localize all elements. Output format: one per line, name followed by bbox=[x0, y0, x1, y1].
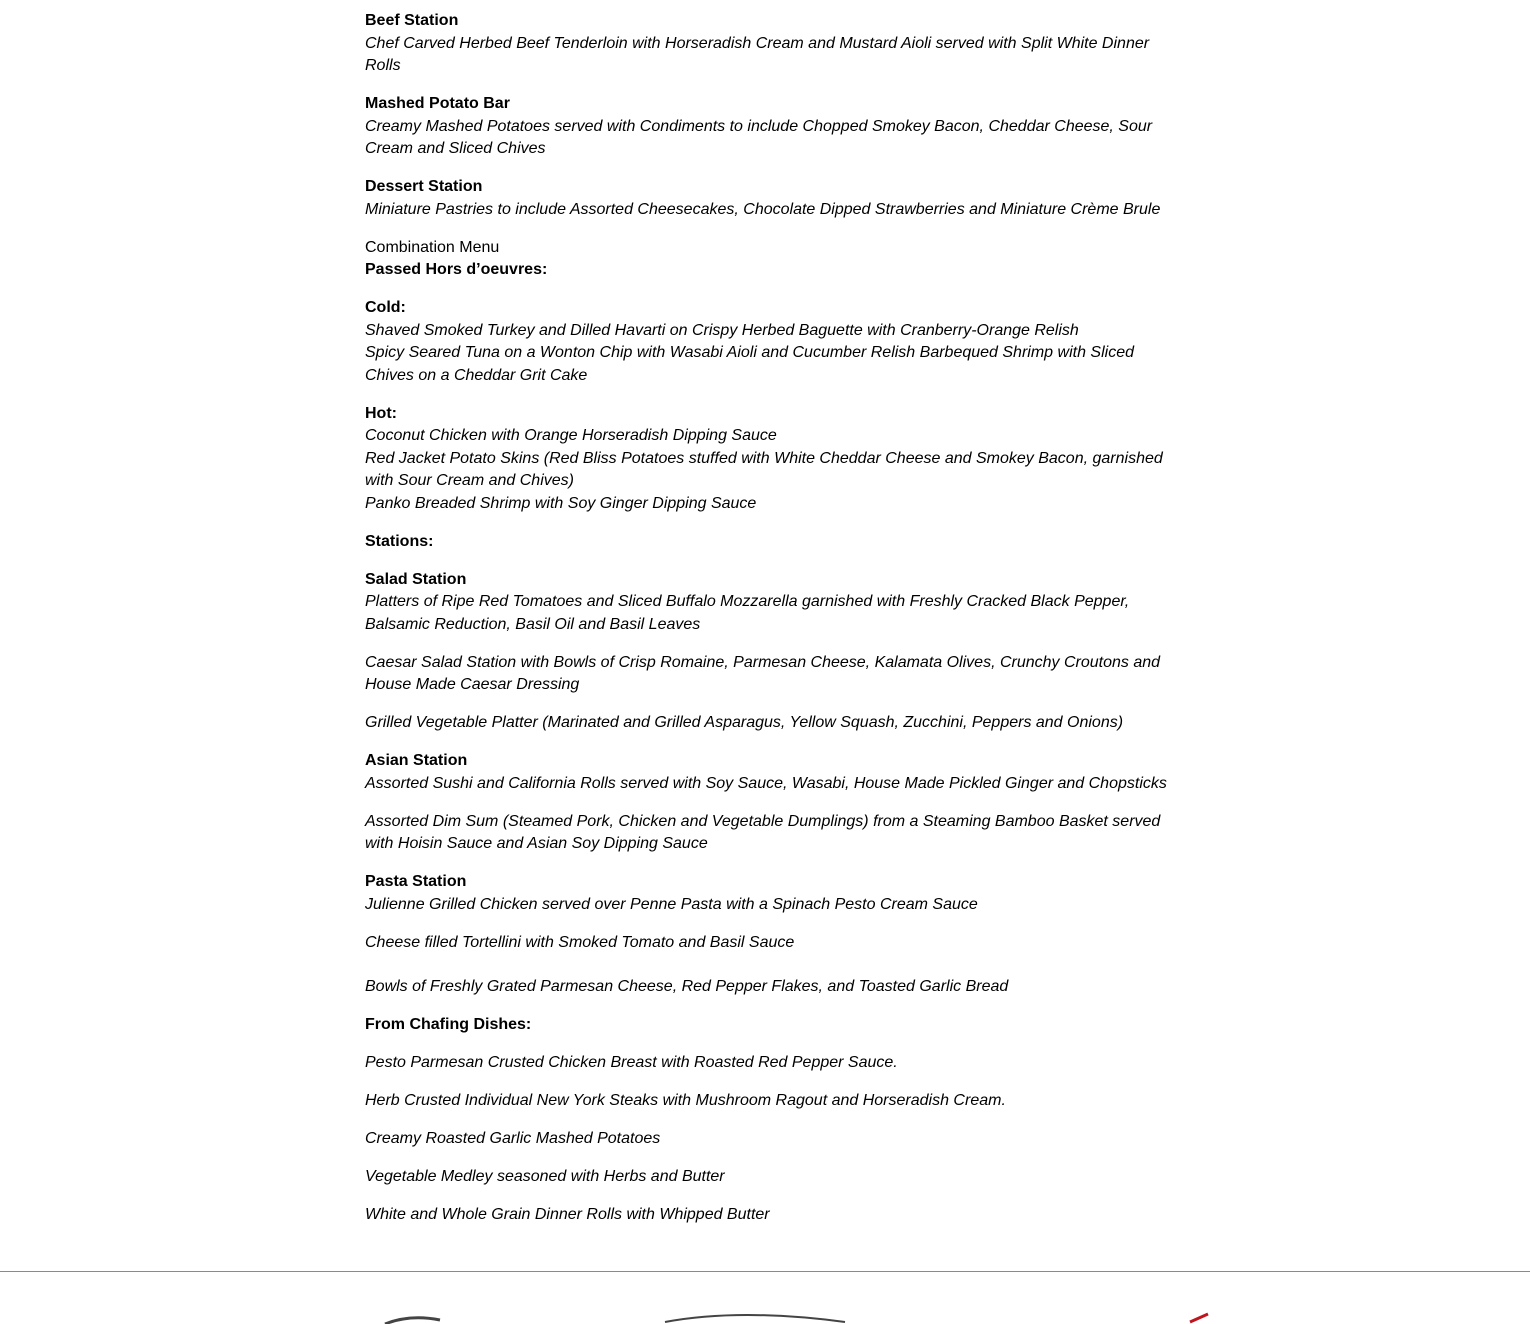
footer-decoration bbox=[0, 1300, 1530, 1324]
menu-item: Platters of Ripe Red Tomatoes and Sliced Buffalo Mozzarella garnished with Freshly Cracked Black Pepper, Balsamic Reduction, Basil Oil and Basil Leaves bbox=[365, 593, 1130, 633]
menu-item: Shaved Smoked Turkey and Dilled Havarti on Crispy Herbed Baguette with Cranberry-Orange Relish bbox=[365, 321, 1079, 339]
footer-sketch-icon bbox=[0, 1300, 1530, 1324]
menu-item: Vegetable Medley seasoned with Herbs and Butter bbox=[365, 1168, 725, 1185]
menu-item: Pesto Parmesan Crusted Chicken Breast with Roasted Red Pepper Sauce. bbox=[365, 1054, 898, 1071]
cold-section bbox=[365, 297, 1170, 387]
section-heading: Mashed Potato Bar bbox=[365, 95, 510, 112]
chafing-dishes-section bbox=[365, 1014, 1170, 1227]
section-heading: Beef Station bbox=[365, 12, 459, 29]
menu-item: Red Jacket Potato Skins (Red Bliss Potatoes stuffed with White Cheddar Cheese and Smokey Bacon, garnished with Sour Cream and Chives) bbox=[365, 449, 1163, 489]
menu-item: Grilled Vegetable Platter (Marinated and Grilled Asparagus, Yellow Squash, Zucchini, Peppers and Onions) bbox=[365, 714, 1124, 731]
passed-hors-doeuvres-heading: Passed Hors d’oeuvres: bbox=[365, 261, 548, 278]
section-heading: Pasta Station bbox=[365, 873, 467, 890]
menu-item: Creamy Roasted Garlic Mashed Potatoes bbox=[365, 1130, 661, 1147]
mashed-potato-bar-section bbox=[365, 93, 1170, 161]
menu-item: Spicy Seared Tuna on a Wonton Chip with Wasabi Aioli and Cucumber Relish Barbequed Shrimp with Sliced Chives on a Cheddar Grit Cake bbox=[365, 344, 1134, 384]
section-heading: Dessert Station bbox=[365, 178, 483, 195]
dessert-station-section bbox=[365, 176, 1170, 221]
hot-section bbox=[365, 403, 1170, 516]
beef-station-section bbox=[365, 10, 1170, 78]
salad-station-section bbox=[365, 569, 1170, 735]
section-heading: Salad Station bbox=[365, 570, 467, 588]
menu-item: Assorted Sushi and California Rolls served with Soy Sauce, Wasabi, House Made Pickled Ginger and Chopsticks bbox=[365, 774, 1167, 792]
asian-station-section bbox=[365, 750, 1170, 856]
menu-item: Panko Breaded Shrimp with Soy Ginger Dipping Sauce bbox=[365, 494, 757, 512]
section-heading: From Chafing Dishes: bbox=[365, 1016, 532, 1033]
menu-item: Creamy Mashed Potatoes served with Condiments to include Chopped Smokey Bacon, Cheddar Cheese, Sour Cream and Sliced Chives bbox=[365, 117, 1153, 157]
footer-divider bbox=[0, 1271, 1530, 1272]
menu-item: Miniature Pastries to include Assorted Cheesecakes, Chocolate Dipped Strawberries and Miniature Crème Brule bbox=[365, 200, 1161, 218]
menu-document bbox=[365, 10, 1170, 1227]
menu-item: Julienne Grilled Chicken served over Penne Pasta with a Spinach Pesto Cream Sauce bbox=[365, 895, 978, 913]
menu-item: Chef Carved Herbed Beef Tenderloin with Horseradish Cream and Mustard Aioli served with Split White Dinner Rolls bbox=[365, 34, 1150, 74]
section-heading: Asian Station bbox=[365, 752, 468, 769]
menu-item: White and Whole Grain Dinner Rolls with Whipped Butter bbox=[365, 1206, 770, 1223]
menu-item: Coconut Chicken with Orange Horseradish Dipping Sauce bbox=[365, 427, 777, 444]
section-heading: Cold: bbox=[365, 299, 406, 316]
stations-heading: Stations: bbox=[365, 532, 434, 550]
stations-heading-block bbox=[365, 531, 1170, 554]
menu-item: Caesar Salad Station with Bowls of Crisp Romaine, Parmesan Cheese, Kalamata Olives, Crunchy Croutons and House Made Caesar Dressing bbox=[365, 653, 1161, 693]
combination-menu-title: Combination Menu bbox=[365, 238, 500, 256]
section-heading: Hot: bbox=[365, 404, 397, 422]
menu-item: Cheese filled Tortellini with Smoked Tomato and Basil Sauce bbox=[365, 933, 795, 951]
menu-item: Bowls of Freshly Grated Parmesan Cheese, Red Pepper Flakes, and Toasted Garlic Bread bbox=[365, 978, 1009, 995]
combination-menu-section bbox=[365, 237, 1170, 282]
menu-item: Herb Crusted Individual New York Steaks with Mushroom Ragout and Horseradish Cream. bbox=[365, 1092, 1006, 1109]
pasta-station-section bbox=[365, 871, 1170, 999]
menu-item: Assorted Dim Sum (Steamed Pork, Chicken and Vegetable Dumplings) from a Steaming Bamboo Basket served with Hoisin Sauce and Asian Soy Dipping Sauce bbox=[365, 812, 1161, 852]
